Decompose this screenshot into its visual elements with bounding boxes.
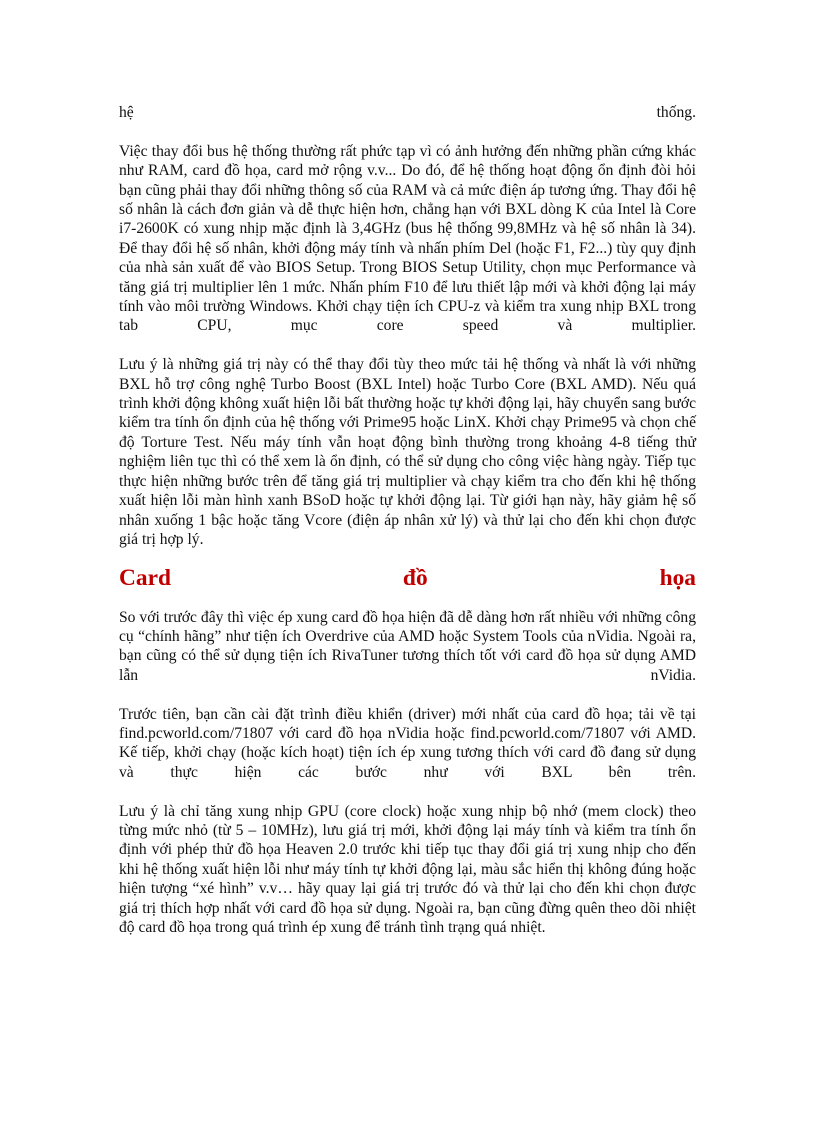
paragraph-stability-test: Lưu ý là những giá trị này có thể thay đổi tùy theo mức tải hệ thống và nhất là với những BXL hỗ trợ công nghệ Turbo Boost (BXL Intel) hoặc Turbo Core (BXL AMD). Nếu quá trình khởi động không xuất hiện lỗi bất thường hoặc tự khởi động lại, hãy chuyển sang bước kiểm tra tính ổn định của hệ thống với Prime95 hoặc LinX. Khởi chạy Prime95 và chọn chế độ Torture Test. Nếu máy tính vẫn hoạt động bình thường trong khoảng 4-8 tiếng thử nghiệm liên tục thì có thể xem là ổn định, có thể sử dụng cho công việc hàng ngày. Tiếp tục thực hiện những bước trên để tăng giá trị multiplier và chạy kiểm tra cho đến khi hệ thống xuất hiện lỗi màn hình xanh BSoD hoặc tự khởi động lại. Từ giới hạn này, hãy giảm hệ số nhân xuống 1 bậc hoặc tăng Vcore (điện áp nhân xử lý) và thử lại cho đến khi chọn được giá trị hợp lý. (119, 356, 696, 548)
document-page (119, 103, 696, 957)
paragraph-bus-multiplier: Việc thay đổi bus hệ thống thường rất phức tạp vì có ảnh hưởng đến những phần cứng khác như RAM, card đồ họa, card mở rộng v.v... Do đó, để hệ thống hoạt động ổn định đòi hỏi bạn cũng phải thay đổi những thông số của RAM và cả mức điện áp tương ứng. Thay đổi hệ số nhân là cách đơn giản và dễ thực hiện hơn, chẳng hạn với BXL dòng K của Intel là Core i7-2600K có xung nhịp mặc định là 3,4GHz (bus hệ thống 99,8MHz và hệ số nhân là 34). Để thay đổi hệ số nhân, khởi động máy tính và nhấn phím Del (hoặc F1, F2...) tùy quy định của nhà sản xuất để vào BIOS Setup. Trong BIOS Setup Utility, chọn mục Performance và tăng giá trị multiplier lên 1 mức. Nhấn phím F10 để lưu thiết lập mới và khởi động lại máy tính vào môi trường Windows. Khởi chạy tiện ích CPU-z và kiểm tra xung nhịp BXL trong tab CPU, mục core speed và multiplier. (119, 142, 696, 335)
paragraph-continuation: hệ thống. (119, 104, 696, 121)
section-heading-graphics-card: Card đồ họa (119, 564, 696, 591)
paragraph-gpu-tools: So với trước đây thì việc ép xung card đồ họa hiện đã dễ dàng hơn rất nhiều với những công cụ “chính hãng” như tiện ích Overdrive của AMD hoặc System Tools của nVidia. Ngoài ra, bạn cũng có thể sử dụng tiện ích RivaTuner tương thích tốt với card đồ họa sử dụng AMD lẫn nVidia. (119, 608, 696, 684)
paragraph-gpu-clock-tips: Lưu ý là chỉ tăng xung nhịp GPU (core clock) hoặc xung nhịp bộ nhớ (mem clock) theo từng mức nhỏ (từ 5 – 10MHz), lưu giá trị mới, khởi động lại máy tính và kiểm tra tính ổn định với phép thử đồ họa Heaven 2.0 trước khi tiếp tục thay đổi giá trị xung nhịp cho đến khi hệ thống xuất hiện lỗi như máy tính tự khởi động lại, màu sắc hiển thị không đúng hoặc hiện tượng “xé hình” v.v… hãy quay lại giá trị trước đó và thử lại cho đến khi chọn được giá trị thích hợp nhất với card đồ họa sử dụng. Ngoài ra, bạn cũng đừng quên theo dõi nhiệt độ card đồ họa trong quá trình ép xung để tránh tình trạng quá nhiệt. (119, 802, 696, 936)
paragraph-driver-install: Trước tiên, bạn cần cài đặt trình điều khiển (driver) mới nhất của card đồ họa; tải về tại find.pcworld.com/71807 với card đồ họa nVidia hoặc find.pcworld.com/71807 với AMD. Kế tiếp, khởi chạy (hoặc kích hoạt) tiện ích ép xung tương thích với card đồ đang sử dụng và thực hiện các bước như với BXL bên trên. (119, 705, 696, 781)
